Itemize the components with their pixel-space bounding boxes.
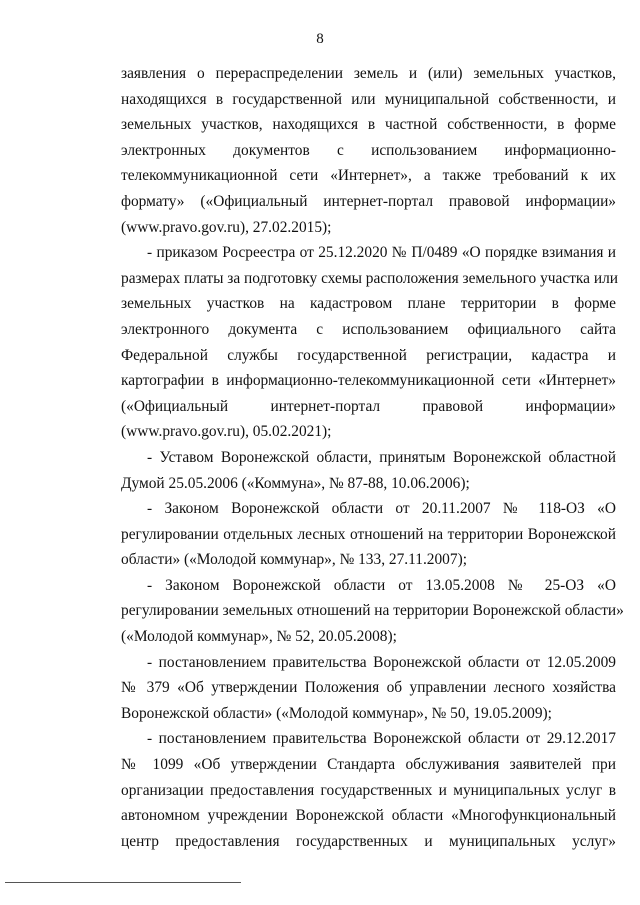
- text-line: № 1099 «Об утверждении Стандарта обслуживания заявителей при: [121, 756, 616, 774]
- text-line: регулировании отдельных лесных отношений на территории Воронежской: [121, 525, 616, 543]
- page-number: 8: [316, 31, 324, 47]
- text-line: Воронежской области» («Молодой коммунар», № 50, 19.05.2009);: [121, 704, 552, 722]
- text-line: электронных документов с использованием информационно-: [121, 141, 616, 159]
- text-line: электронного документа с использованием официального сайта: [121, 320, 616, 338]
- text-line: регулировании земельных отношений на территории Воронежской области»: [121, 602, 624, 620]
- text-line: - Законом Воронежской области от 20.11.2007 № 118-ОЗ «О: [147, 500, 616, 518]
- text-line: - Законом Воронежской области от 13.05.2008 № 25-ОЗ «О: [147, 576, 616, 594]
- text-line: автономном учреждении Воронежской области «Многофункциональный: [121, 807, 616, 825]
- text-line: («Официальный интернет-портал правовой информации»: [121, 397, 616, 415]
- text-line: телекоммуникационной сети «Интернет», а также требований к их: [121, 167, 616, 185]
- document-body: [121, 61, 624, 854]
- text-line: находящихся в государственной или муниципальной собственности, и: [121, 90, 616, 108]
- text-line: области» («Молодой коммунар», № 133, 27.11.2007);: [121, 551, 467, 569]
- text-line: заявления о перераспределении земель и (или) земельных участков,: [121, 65, 616, 82]
- text-line: - приказом Росреестра от 25.12.2020 № П/0489 «О порядке взимания и: [147, 244, 616, 262]
- text-line: организации предоставления государственных и муниципальных услуг в: [121, 781, 616, 799]
- text-line: центр предоставления государственных и муниципальных услуг»: [121, 832, 616, 850]
- text-line: картографии в информационно-телекоммуникационной сети «Интернет»: [121, 372, 616, 390]
- text-line: («Молодой коммунар», № 52, 20.05.2008);: [121, 628, 397, 646]
- footer-divider: [5, 882, 241, 883]
- text-line: (www.pravo.gov.ru), 05.02.2021);: [121, 423, 332, 441]
- text-line: земельных участков на кадастровом плане территории в форме: [121, 295, 616, 313]
- text-line: (www.pravo.gov.ru), 27.02.2015);: [121, 218, 332, 236]
- text-line: формату» («Официальный интернет-портал правовой информации»: [121, 192, 616, 210]
- text-line: размерах платы за подготовку схемы расположения земельного участка или: [121, 269, 618, 287]
- text-line: Думой 25.05.2006 («Коммуна», № 87-88, 10.06.2006);: [121, 474, 470, 492]
- text-line: Федеральной службы государственной регистрации, кадастра и: [121, 346, 616, 364]
- text-line: - постановлением правительства Воронежской области от 29.12.2017: [147, 730, 616, 748]
- text-line: - Уставом Воронежской области, принятым Воронежской областной: [147, 448, 616, 466]
- text-line: - постановлением правительства Воронежской области от 12.05.2009: [147, 653, 616, 671]
- text-line: земельных участков, находящихся в частной собственности, в форме: [121, 116, 616, 134]
- text-line: № 379 «Об утверждении Положения об управлении лесного хозяйства: [121, 679, 616, 697]
